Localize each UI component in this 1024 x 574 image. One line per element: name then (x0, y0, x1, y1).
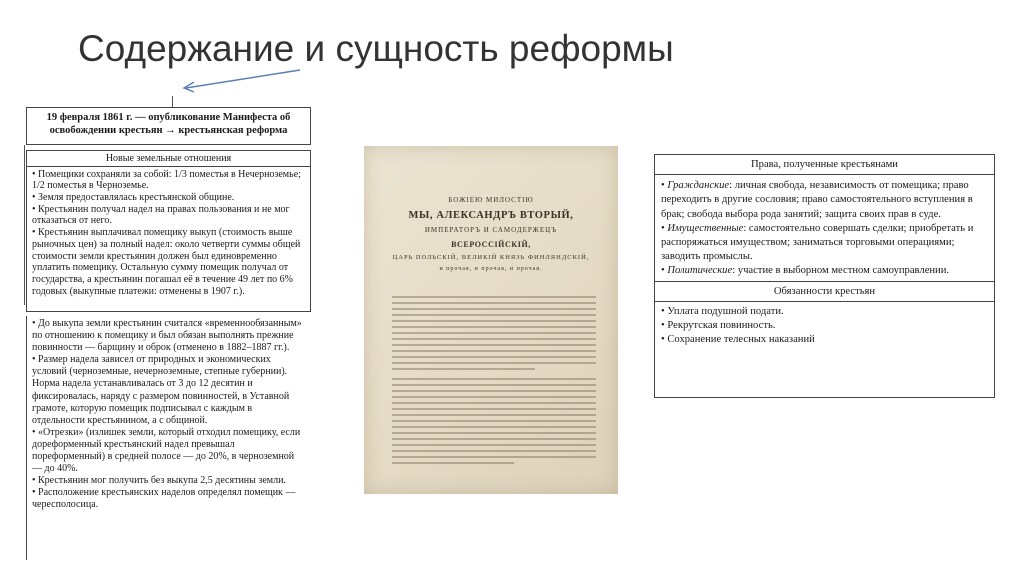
rights-label: Имущественные (667, 222, 744, 234)
temporary-obligations-box (26, 316, 308, 560)
land-header: Новые земельные отношения (27, 151, 310, 167)
land-item: • Земля предоставлялась крестьянской общине. (32, 192, 305, 204)
temp-item: • «Отрезки» (излишек земли, который отходил помещику, если дореформенный крестьянский надел превышал пореформенный) в средней полосе — до 20%, в черноземной — до 40%. (32, 427, 303, 475)
manifest-text-block (392, 378, 596, 468)
manifest-line: МЫ, АЛЕКСАНДРЪ ВТОРЫЙ, (408, 210, 574, 221)
rights-text: : личная свобода, независимость от помещика; право переходить в другие сословия; право самостоятельного вступления в брак; свобода выбора рода занятий; защита своих прав в суде. (661, 180, 973, 220)
manifest-line: и прочая, и прочая, и прочая. (439, 266, 543, 272)
rights-text: : участие в выборном местном самоуправлении. (732, 265, 950, 277)
manifest-line: ЦАРЬ ПОЛЬСКІЙ, ВЕЛИКІЙ КНЯЗЬ ФИНЛЯНДСКІЙ, (392, 254, 590, 261)
land-item: • Крестьянин получал надел на правах пользования и не мог отказаться от него. (32, 204, 305, 227)
manifest-text-block (392, 296, 596, 374)
rights-label: Политические (667, 265, 733, 277)
duties-item: • Уплата подушной подати. (661, 305, 988, 319)
header-line-2 (33, 124, 304, 137)
manifest-line: БОЖІЕЮ МИЛОСТІЮ (448, 196, 534, 204)
land-relations-box (26, 150, 311, 312)
temp-item: • Размер надела зависел от природных и экономических условий (черноземные, нечерноземные, степные губернии). Норма надела устанавливалась от 3 до 12 десятин и фиксировалась, наряду с размером повинностей, в Уставной грамоте, которую помещик подписывал с каждым в отдельности крестьянином, а с общиной. (32, 354, 303, 427)
rights-item (661, 179, 988, 222)
rights-duties-panel (654, 154, 995, 398)
temp-item: • Расположение крестьянских наделов определял помещик — чересполосица. (32, 487, 303, 511)
rights-header: Права, полученные крестьянами (655, 155, 994, 175)
header-part-a: освобождении крестьян (49, 125, 163, 137)
duties-item: • Рекрутская повинность. (661, 319, 988, 333)
manifest-line: ИМПЕРАТОРЪ И САМОДЕРЖЕЦЪ (424, 226, 558, 234)
land-item: • Помещики сохраняли за собой: 1/3 поместья в Нечерноземье; 1/2 поместья в Черноземье. (32, 169, 305, 192)
pointer-arrow-icon (170, 64, 305, 94)
manifest-line: ВСЕРОССІЙСКІЙ, (451, 240, 531, 249)
connector-line (172, 96, 173, 107)
manifesto-header-box (26, 107, 311, 145)
temp-item: • Крестьянин мог получить без выкупа 2,5 десятины земли. (32, 475, 303, 487)
rights-label: Гражданские (667, 180, 730, 192)
manifesto-image (364, 146, 618, 494)
connector-line (24, 145, 25, 305)
rights-item (661, 264, 988, 278)
duties-header: Обязанности крестьян (655, 281, 994, 302)
rights-text: : самостоятельно совершать сделки; приобретать и распоряжаться имуществом; заниматься торговыми операциями; заводить промыслы. (661, 222, 974, 263)
arrow-icon: → (165, 125, 176, 137)
duties-item: • Сохранение телесных наказаний (661, 333, 988, 347)
temp-item: • До выкупа земли крестьянин считался «временнообязанным» по отношению к помещику и был обязан выполнять прежние повинности — барщину и оброк (отменено в 1882–1887 гг.). (32, 318, 303, 354)
land-item: • Крестьянин выплачивал помещику выкуп (стоимость выше рыночных цен) за полный надел: около четверти суммы общей стоимости земли крестьянин должен был единовременно уплатить помещику. Остальную сумму помещик получал от государства, а крестьянин погашал её в течение 49 лет по 6% годовых (выкупные платежи: отменены в 1907 г.). (32, 227, 305, 297)
slide-title: Содержание и сущность реформы (78, 28, 674, 69)
rights-item (661, 222, 988, 265)
header-part-b: крестьянская реформа (178, 125, 288, 137)
header-line-1: 19 февраля 1861 г. — опубликование Манифеста об (46, 112, 291, 123)
